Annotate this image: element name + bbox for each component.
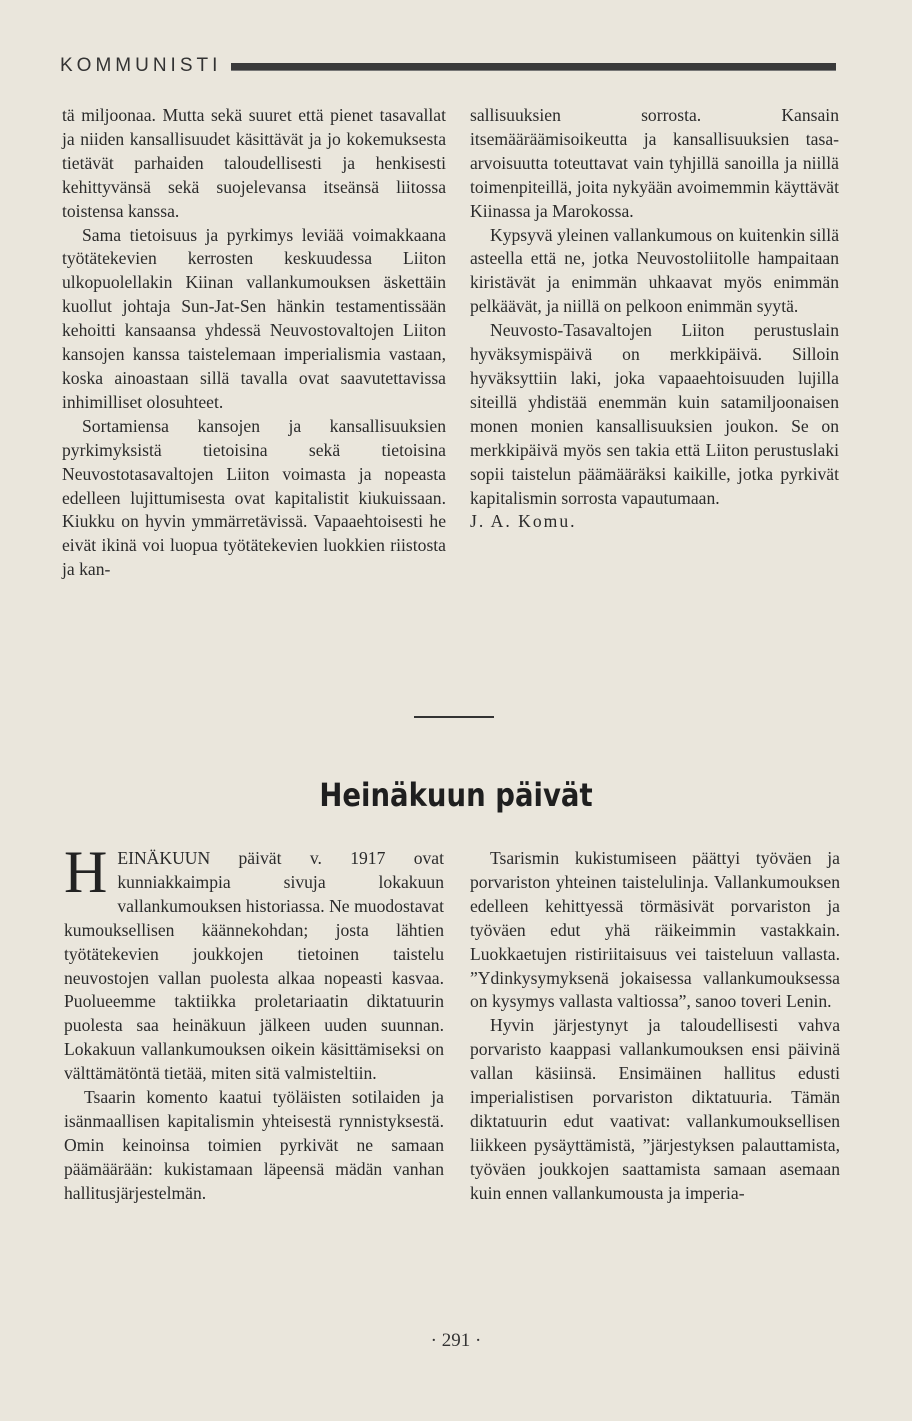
drop-cap: H	[64, 839, 108, 905]
paragraph: Sama tietoisuus ja pyrkimys leviää voimakkaana työtätekevien kerrosten keskuudessa Liiton ulkopuolellakin Kiinan vallankumouksen äskettäin kuollut johtaja Sun-Jat-Sen hänkin testamentissään kehoitti kansaansa yhdessä Neuvostovaltojen Liiton kansojen kanssa taistelemaan imperialismia vastaan, koska ainoastaan sillä tavalla ovat saavutettavissa inhimilliset olosuhteet.	[62, 224, 446, 412]
running-head: KOMMUNISTI	[60, 55, 222, 76]
paragraph: Sortamiensa kansojen ja kansallisuuksien pyrkimyksistä tietoisina sekä tietoisina Neuvostotasavaltojen Liiton voimasta ja nopeasta edelleen lujittumisesta ovat kapitalistit kiukuissaan. Kiukku on hyvin ymmärretävissä. Vapaaehtoisesti he eivät ikinä voi luopua työtätekevien luokkien riistosta ja kan-	[62, 415, 446, 580]
paragraph: Tsaarin komento kaatui työläisten sotilaiden ja isänmaallisen kapitalismin yhteisestä rynnistyksestä. Omin keinoinsa toimien pyrkivät ne samaan päämäärään: kukistamaan läpeensä mädän vanhan hallitusjärjestelmän.	[64, 1087, 444, 1203]
paragraph: Hyvin järjestynyt ja taloudellisesti vahva porvaristo kaappasi vallankumouksen ensi päivinä vallan käsiinsä. Ensimäinen hallitus edusti imperialistisen porvariston diktatuuria. Tämän diktatuurin edut vaativat: vallankumouksellisen liikkeen pysäyttämistä, ”järjestyksen palauttamista, työväen joukkojen saattamista samaan asemaan kuin ennen vallankumousta ja imperia-	[470, 1015, 840, 1203]
paragraph: tä miljoonaa. Mutta sekä suuret että pienet tasavallat ja niiden kansallisuudet käsittävät ja jo kokemuksesta tietävät parhaiden taloudellisesti ja henkisesti kehittyvänsä sekä suojelevansa itseänsä liitossa toistensa kanssa.	[62, 105, 446, 221]
article-right-column	[470, 847, 840, 1206]
paragraph	[64, 839, 444, 1086]
header-rule	[231, 63, 836, 71]
page-number: · 291 ·	[430, 1330, 482, 1351]
section-divider	[414, 716, 494, 718]
article-continuation-left-column	[62, 104, 446, 582]
article-title: Heinäkuun päivät	[319, 776, 593, 814]
paragraph: sallisuuksien sorrosta. Kansain itsemääräämisoikeutta ja kansallisuuksien tasa-arvoisuutta toteuttavat vain tyhjillä sanoilla ja niillä toimenpiteillä, joita nykyään avoimemmin käyttävät Kiinassa ja Marokossa.	[470, 105, 839, 221]
article-continuation-right-column	[470, 104, 839, 534]
article-left-column	[64, 839, 444, 1206]
paragraph: Kypsyvä yleinen vallankumous on kuitenkin sillä asteella että ne, jotka Neuvostoliitolle hampaitaan kiristävät ja enimmän uhkaavat myös enimmän pelkäävät, ja niillä on pelkoon enimmän syytä.	[470, 224, 839, 317]
first-paragraph-text: EINÄKUUN päivät v. 1917 ovat kunniakkaimpia sivuja lokakuun vallankumouksen historiassa. Ne muodostavat kumouksellisen käännekohdan; josta lähtien työtätekevien joukkojen tietoinen taistelu neuvostojen vallan puolesta alkaa nopeasti kasvaa. Puolueemme taktiikka proletariaatin diktatuurin puolesta saa heinäkuun jälkeen uuden suunnan. Lokakuun vallankumouksen oikein käsittämiseksi on välttämätöntä tietää, miten sitä valmisteltiin.	[64, 848, 444, 1084]
paragraph: Neuvosto-Tasavaltojen Liiton perustuslain hyväksymispäivä on merkkipäivä. Silloin hyväksyttiin laki, joka vapaaehtoisuuden lujilla siteillä yhdistää enemmän kuin satamiljoonaisen monen monien kansallisuuksien joukon. Se on merkkipäivä myös sen takia että Liiton perustuslaki sopii taistelun päämääräksi kaikille, jotka pyrkivät kapitalismin sorrosta vapautumaan.	[470, 320, 839, 508]
author-signature: J. A. Komu.	[470, 511, 577, 532]
page-header	[60, 52, 836, 80]
paragraph: Tsarismin kukistumiseen päättyi työväen ja porvariston yhteinen taistelulinja. Vallankumouksen edelleen kehittyessä törmäsivät porvariston ja työväen edut yhä räikeimmin vastakkain. Luokkaetujen ristiriitaisuus vei taisteluun vallasta. ”Ydinkysymyksenä jokaisessa vallankumouksessa on kysymys vallasta valtiossa”, sanoo toveri Lenin.	[470, 848, 840, 1012]
